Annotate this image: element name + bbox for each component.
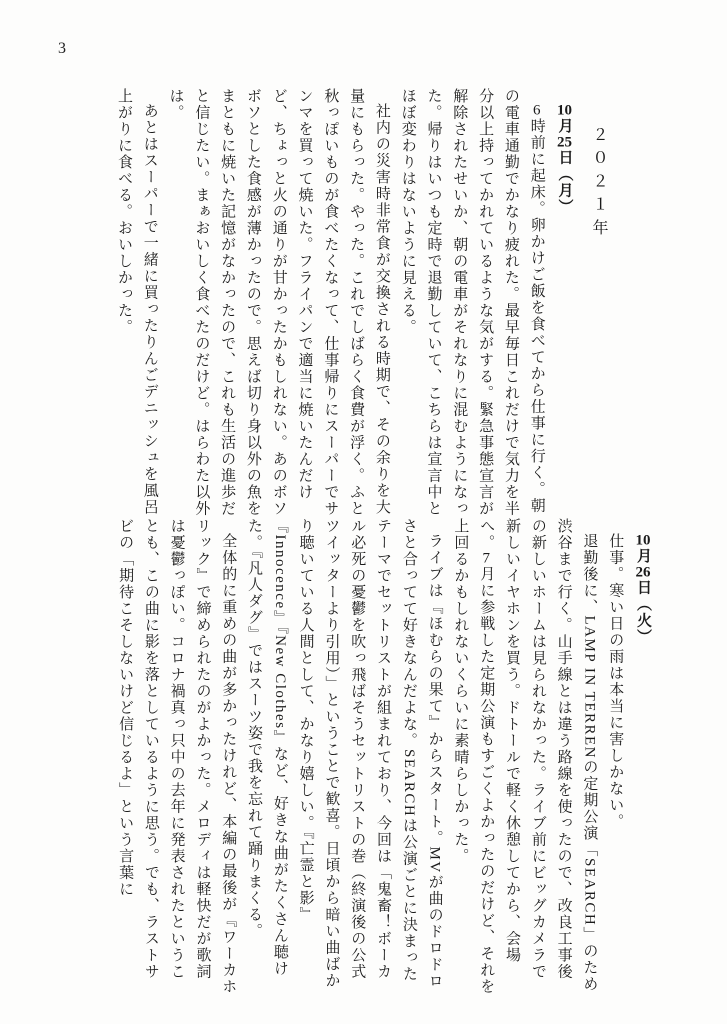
diary-paragraph: ライブは『ほむらの果て』からスタート。MVが曲のドロドロさと合ってて好きなんだよな。SEARCHは公演ごとに決まったテーマでセットリストが組まれており、今回は「鬼畜！ボーカル必死の憂鬱を吹っ飛ばそうセットリストの巻（終演後の公式ツイッターより引用）」ということで歓喜。日頃から暗い曲ばかり聴いている人間として、かなり嬉しい。『亡霊と影』『Innocence』『New Clothes』など、好きな曲がたくさん聴けた。『凡人ダグ』ではスーツ姿で我を忘れて踊りまくる。 (246, 518, 443, 990)
vertical-text-flow-bottom (111, 518, 655, 996)
diary-entry-oct-26 (111, 518, 655, 996)
diary-paragraph: 仕事。寒い日の雨は本当に害しかない。 (607, 533, 624, 830)
year-title: ２０２１年 (590, 126, 607, 243)
entry-date-oct-25: 10月25日（月） (556, 103, 573, 216)
diary-paragraph: 6時前に起床。卵かけご飯を食べてから仕事に行く。朝の電車通勤でかなり疲れた。最早毎日これだけで気力を半分以上持ってかれているような気がする。緊急事態宣言が解除されたせいか、朝の電車がそれなりに混むようになった。帰りはいつも定時で退勤していて、こちらは宣言中とほぼ変わりはないように見える。 (399, 88, 545, 517)
diary-paragraph: 全体的に重めの曲が多かったけれど、本編の最後が『ワーカホリック』で締められたのがよかった。メロディは軽快だが歌詞は憂鬱っぽい。コロナ禍真っ只中の去年に発表されたということも、この曲に影を落としているように思う。でも、ラストサビの「期待こそしないけど信じるよ」という言葉に (117, 518, 237, 995)
page-number: 3 (58, 40, 66, 57)
diary-paragraph: 社内の災害時非常食が交換される時期で、その余りを大量にもらった。やった。これでしばらく食費が浮く。ふと秋っぽいものが食べたくなって、仕事帰りにスーパーでサンマを買って焼いた。フライパンで適当に焼いたんだけど、ちょっと火の通りが甘かったかもしれない。あのボソボソとした食感が薄かったので。思えば切り身以外の魚をまともに焼いた記憶がなかったので、これも生活の進歩だと信じたい。まぁおいしく食べたのだけど。はらわた以外は。 (167, 88, 390, 517)
entry-date-oct-26: 10月26日（火） (635, 533, 651, 646)
vertical-text-flow-top (110, 88, 612, 524)
diary-paragraph: 退勤後に、LAMP IN TERRENの定期公演「SEARCH」のため渋谷まで行く。山手線とは違う路線を使ったので、改良工事後の新しいホームは見られなかった。ライブ前にビッグカメラで新しいイヤホンを買う。ドトールで軽く休憩してから、会場へ。7月に参戦した定期公演もすごくよかったのだけど、それを上回るかもしれないくらいに素晴らしかった。 (452, 518, 598, 995)
diary-entry-oct-25 (110, 88, 612, 524)
diary-paragraph: あとはスーパーで一緒に買ったりんごデニッシュを風呂上がりに食べる。おいしかった。 (115, 88, 158, 516)
